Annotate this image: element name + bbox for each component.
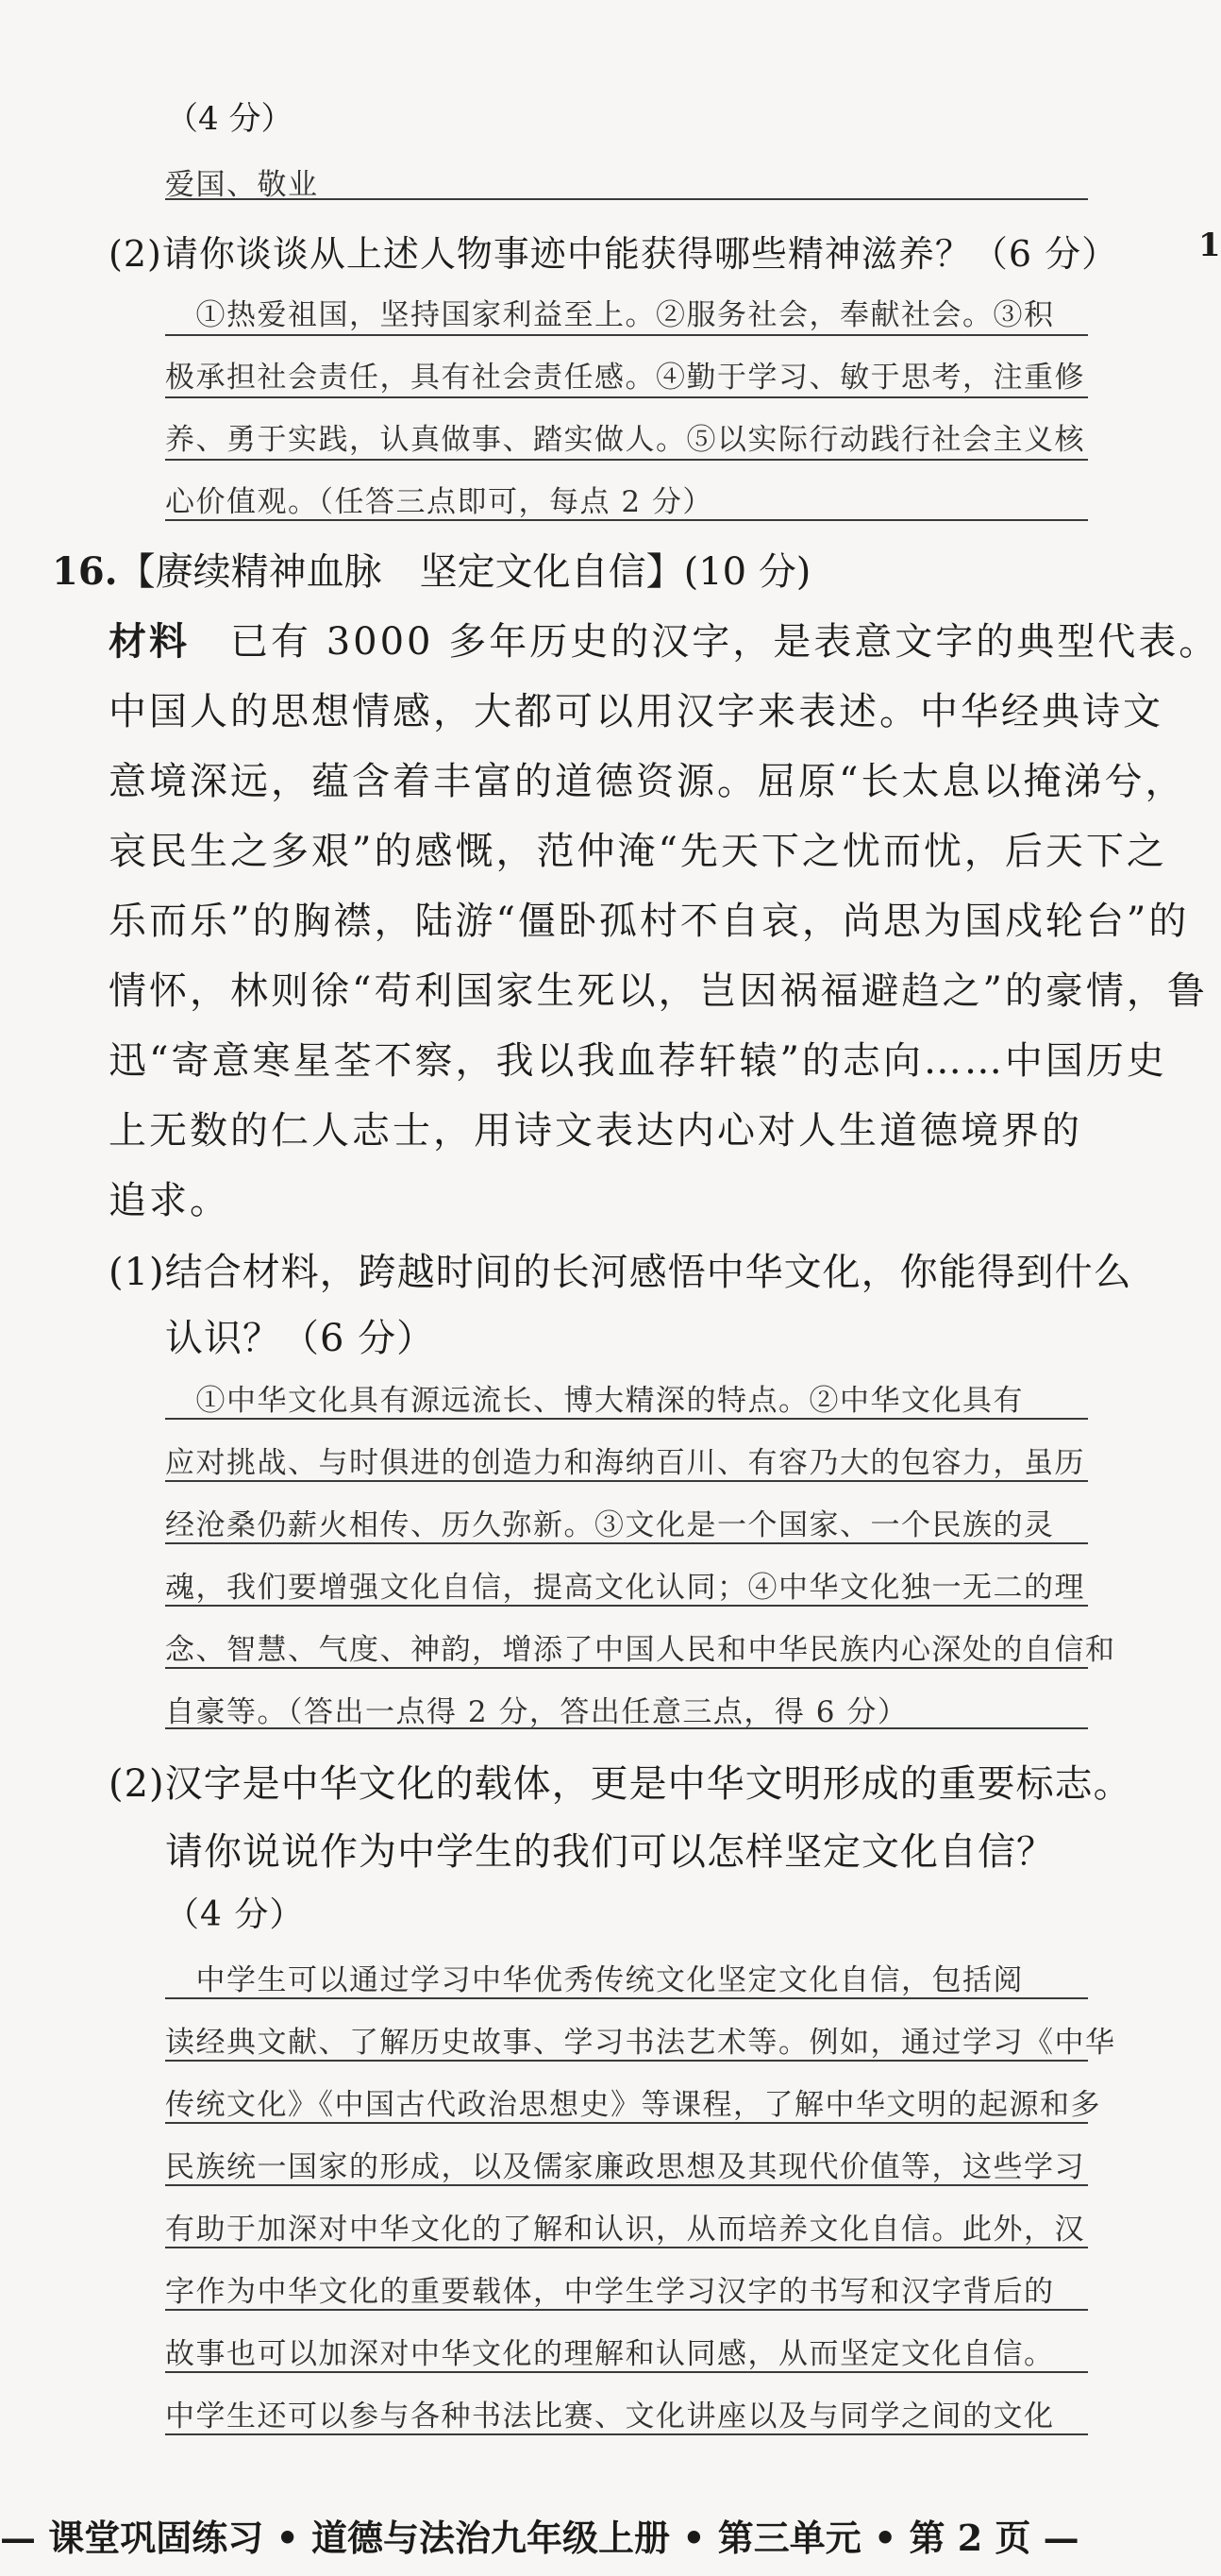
material-line: 意境深远，蕴含着丰富的道德资源。屈原“长太息以掩涕兮， bbox=[109, 760, 1186, 803]
answer-line: 经沧桑仍薪火相传、历久弥新。③文化是一个国家、一个民族的灵 bbox=[165, 1508, 1055, 1542]
answer-underline bbox=[165, 1667, 1088, 1669]
answer-underline bbox=[165, 198, 1088, 200]
answer-underline bbox=[165, 2122, 1088, 2124]
answer-underline bbox=[165, 1727, 1088, 1729]
answer-underline bbox=[165, 2060, 1088, 2062]
answer-underline bbox=[165, 396, 1088, 398]
material-line: 追求。 bbox=[109, 1179, 230, 1222]
answer-underline bbox=[165, 1480, 1088, 1482]
material-line: 乐而乐”的胸襟，陆游“僵卧孤村不自哀，尚思为国戍轮台”的 bbox=[109, 900, 1190, 943]
question-16-header bbox=[52, 542, 811, 596]
subquestion-1-text: 认识？（6 分） bbox=[165, 1317, 436, 1360]
answer-line: ①热爱祖国，坚持国家利益至上。②服务社会，奉献社会。③积 bbox=[165, 298, 1055, 332]
answer-underline bbox=[165, 2371, 1088, 2373]
answer-underline bbox=[165, 2309, 1088, 2311]
score-line: （4 分） bbox=[166, 100, 293, 138]
answer-line: 魂，我们要增强文化自信，提高文化认同；④中华文化独一无二的理 bbox=[165, 1571, 1085, 1605]
answer-line: 养、勇于实践，认真做事、踏实做人。⑤以实际行动践行社会主义核 bbox=[165, 423, 1085, 457]
material-line: 上无数的仁人志士，用诗文表达内心对人生道德境界的 bbox=[109, 1109, 1082, 1153]
question-title: 【赓续精神血脉 坚定文化自信】 bbox=[117, 550, 684, 594]
answer-line: 中学生可以通过学习中华优秀传统文化坚定文化自信，包括阅 bbox=[165, 1963, 1024, 1997]
answer-line: 心价值观。（任答三点即可，每点 2 分） bbox=[165, 485, 713, 519]
answer-line: 念、智慧、气度、神韵，增添了中国人民和中华民族内心深处的自信和 bbox=[165, 1633, 1116, 1667]
answer-underline bbox=[165, 1418, 1088, 1420]
answer-underline bbox=[165, 1997, 1088, 1999]
material-line: 迅“寄意寒星荃不察，我以我血荐轩辕”的志向……中国历史 bbox=[109, 1039, 1167, 1083]
answer-line: 中学生还可以参与各种书法比赛、文化讲座以及与同学之间的文化 bbox=[165, 2399, 1055, 2433]
material-line: 中国人的思想情感，大都可以用汉字来表述。中华经典诗文 bbox=[109, 690, 1163, 733]
material-line bbox=[109, 612, 1220, 665]
page-footer: — 课堂巩固练习 • 道德与法治九年级上册 • 第三单元 • 第 2 页 — bbox=[0, 2517, 1079, 2559]
answer-underline bbox=[165, 1542, 1088, 1544]
answer-underline bbox=[165, 1605, 1088, 1607]
answer-underline bbox=[165, 459, 1088, 461]
answer-underline bbox=[165, 334, 1088, 336]
answer-underline bbox=[165, 2184, 1088, 2186]
answer-underline bbox=[165, 2433, 1088, 2435]
answer-line: 有助于加深对中华文化的了解和认识，从而培养文化自信。此外，汉 bbox=[165, 2213, 1085, 2247]
material-label: 材料 bbox=[109, 619, 190, 664]
answer-line: 字作为中华文化的重要载体，中学生学习汉字的书写和汉字背后的 bbox=[165, 2275, 1055, 2309]
subquestion-2-text: (2)汉字是中华文化的载体，更是中华文明形成的重要标志。 bbox=[109, 1762, 1132, 1806]
answer-line: 极承担社会责任，具有社会责任感。④勤于学习、敏于思考，注重修 bbox=[165, 361, 1085, 395]
subquestion-2-score: （4 分） bbox=[165, 1895, 305, 1934]
answer-line: 自豪等。（答出一点得 2 分，答出任意三点，得 6 分） bbox=[165, 1695, 909, 1729]
question-number: 16. bbox=[52, 549, 118, 594]
answer-line: 传统文化》《中国古代政治思想史》等课程，了解中华文明的起源和多 bbox=[165, 2088, 1101, 2122]
answer-underline bbox=[165, 2247, 1088, 2248]
answer-line: 爱国、敬业 bbox=[165, 168, 319, 202]
subquestion-1-text: (1)结合材料，跨越时间的长河感悟中华文化，你能得到什么 bbox=[109, 1251, 1132, 1294]
material-line: 情怀，林则徐“苟利国家生死以，岂因祸福避趋之”的豪情，鲁 bbox=[109, 969, 1208, 1013]
cropped-edge-char: 1 bbox=[1198, 227, 1221, 264]
answer-line: 民族统一国家的形成，以及儒家廉政思想及其现代价值等，这些学习 bbox=[165, 2150, 1085, 2184]
answer-line: 应对挑战、与时俱进的创造力和海纳百川、有容乃大的包容力，虽历 bbox=[165, 1446, 1085, 1480]
answer-underline bbox=[165, 519, 1088, 521]
answer-line: 读经典文献、了解历史故事、学习书法艺术等。例如，通过学习《中华 bbox=[165, 2026, 1116, 2060]
subquestion-2-text: (2)请你谈谈从上述人物事迹中能获得哪些精神滋养？（6 分） bbox=[109, 233, 1119, 275]
answer-line: 故事也可以加深对中华文化的理解和认同感，从而坚定文化自信。 bbox=[165, 2337, 1055, 2371]
question-score: (10 分) bbox=[683, 550, 811, 594]
material-text: 已有 3000 多年历史的汉字，是表意文字的典型代表。 bbox=[190, 620, 1220, 664]
subquestion-2-text: 请你说说作为中学生的我们可以怎样坚定文化自信？ bbox=[165, 1830, 1055, 1874]
material-line: 哀民生之多艰”的感慨，范仲淹“先天下之忧而忧，后天下之 bbox=[109, 830, 1167, 873]
answer-line: ①中华文化具有源远流长、博大精深的特点。②中华文化具有 bbox=[165, 1384, 1024, 1418]
